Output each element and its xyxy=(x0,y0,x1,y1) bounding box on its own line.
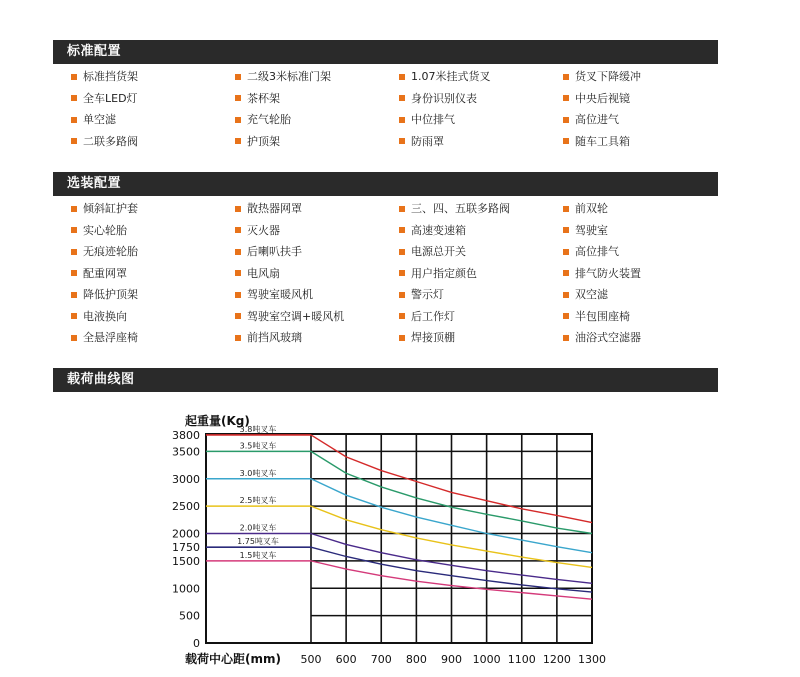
series-label: 2.5吨叉车 xyxy=(239,496,277,506)
config-item-label: 降低护顶架 xyxy=(83,288,138,301)
series-label: 1.75吨叉车 xyxy=(237,537,279,547)
y-tick-label: 1500 xyxy=(172,554,200,568)
config-item-label: 电源总开关 xyxy=(411,245,466,258)
config-item-label: 前双轮 xyxy=(575,202,608,215)
series-label: 3.8吨叉车 xyxy=(239,424,277,434)
config-item-label: 用户指定颜色 xyxy=(411,266,477,280)
config-item-label: 警示灯 xyxy=(411,288,444,301)
config-item-label: 驾驶室 xyxy=(575,223,608,237)
series-label: 3.0吨叉车 xyxy=(239,468,277,478)
config-item-label: 护顶架 xyxy=(247,134,280,148)
config-item-label: 1.07米挂式货叉 xyxy=(411,70,491,83)
y-tick-label: 500 xyxy=(179,609,200,623)
section-header-standard: 标准配置 xyxy=(53,40,718,64)
x-tick-label: 600 xyxy=(335,653,357,666)
config-item-label: 高位进气 xyxy=(575,113,619,126)
config-item-label: 二级3米标准门架 xyxy=(247,70,331,83)
config-item-label: 茶杯架 xyxy=(247,91,280,105)
y-tick-label: 1000 xyxy=(172,582,200,596)
config-item-label: 散热器网罩 xyxy=(247,202,302,215)
y-tick-label: 2000 xyxy=(172,527,200,541)
config-item-label: 中位排气 xyxy=(411,113,455,126)
config-item-label: 无痕迹轮胎 xyxy=(83,245,138,258)
y-tick-label: 3000 xyxy=(172,472,200,486)
config-item-label: 电液换向 xyxy=(83,309,127,323)
config-item-label: 配重网罩 xyxy=(83,266,127,280)
config-item-label: 三、四、五联多路阀 xyxy=(411,202,510,215)
config-item-label: 标准挡货架 xyxy=(83,70,138,83)
y-axis-label: 起重量(Kg) xyxy=(185,414,250,428)
section-header-optional: 选装配置 xyxy=(53,172,718,196)
series-label: 1.5吨叉车 xyxy=(239,550,277,560)
config-item-label: 中央后视镜 xyxy=(575,91,630,105)
config-item-label: 全悬浮座椅 xyxy=(83,331,138,344)
section-header-chart: 载荷曲线图 xyxy=(53,368,718,392)
x-tick-label: 1300 xyxy=(578,653,606,666)
x-tick-label: 500 xyxy=(300,653,322,666)
y-tick-label: 0 xyxy=(193,637,200,650)
series-label: 2.0吨叉车 xyxy=(239,523,277,533)
config-item-label: 焊接顶棚 xyxy=(411,331,455,344)
y-tick-label: 2500 xyxy=(172,500,200,514)
x-tick-label: 1200 xyxy=(542,653,571,666)
config-item-label: 驾驶室暖风机 xyxy=(247,288,313,301)
config-item-label: 货叉下降缓冲 xyxy=(575,70,641,83)
config-item-label: 后工作灯 xyxy=(411,309,455,323)
x-tick-label: 700 xyxy=(370,653,392,666)
config-item-label: 油浴式空滤器 xyxy=(575,331,641,344)
config-item-label: 身份识别仪表 xyxy=(411,91,477,105)
x-tick-label: 800 xyxy=(405,653,427,666)
config-item-label: 充气轮胎 xyxy=(247,113,291,126)
config-item-label: 全车LED灯 xyxy=(83,91,138,105)
config-item-label: 驾驶室空调+暖风机 xyxy=(247,309,345,323)
config-item-label: 后喇叭扶手 xyxy=(247,245,302,258)
y-tick-label: 1750 xyxy=(172,541,200,555)
config-item-label: 防雨罩 xyxy=(411,134,444,148)
x-tick-label: 900 xyxy=(441,653,462,666)
x-tick-label: 1000 xyxy=(472,653,501,666)
config-item-label: 随车工具箱 xyxy=(575,134,630,148)
series-label: 3.5吨叉车 xyxy=(239,441,277,451)
y-tick-label: 3500 xyxy=(172,445,200,459)
config-item-label: 前挡风玻璃 xyxy=(247,331,302,344)
config-item-label: 灭火器 xyxy=(247,223,280,237)
config-item-label: 单空滤 xyxy=(83,113,116,126)
y-tick-label: 3800 xyxy=(172,428,200,442)
config-item-label: 实心轮胎 xyxy=(83,223,127,237)
config-item-label: 电风扇 xyxy=(247,266,280,280)
config-item-label: 高速变速箱 xyxy=(411,223,466,237)
x-axis-label: 载荷中心距(mm) xyxy=(185,652,281,666)
config-item-label: 二联多路阀 xyxy=(83,134,138,148)
config-item-label: 双空滤 xyxy=(575,288,608,301)
x-tick-label: 1100 xyxy=(507,653,536,666)
config-item-label: 倾斜缸护套 xyxy=(83,202,138,215)
config-item-label: 排气防火装置 xyxy=(575,266,641,280)
config-item-label: 半包围座椅 xyxy=(575,309,630,323)
config-item-label: 高位排气 xyxy=(575,245,619,258)
